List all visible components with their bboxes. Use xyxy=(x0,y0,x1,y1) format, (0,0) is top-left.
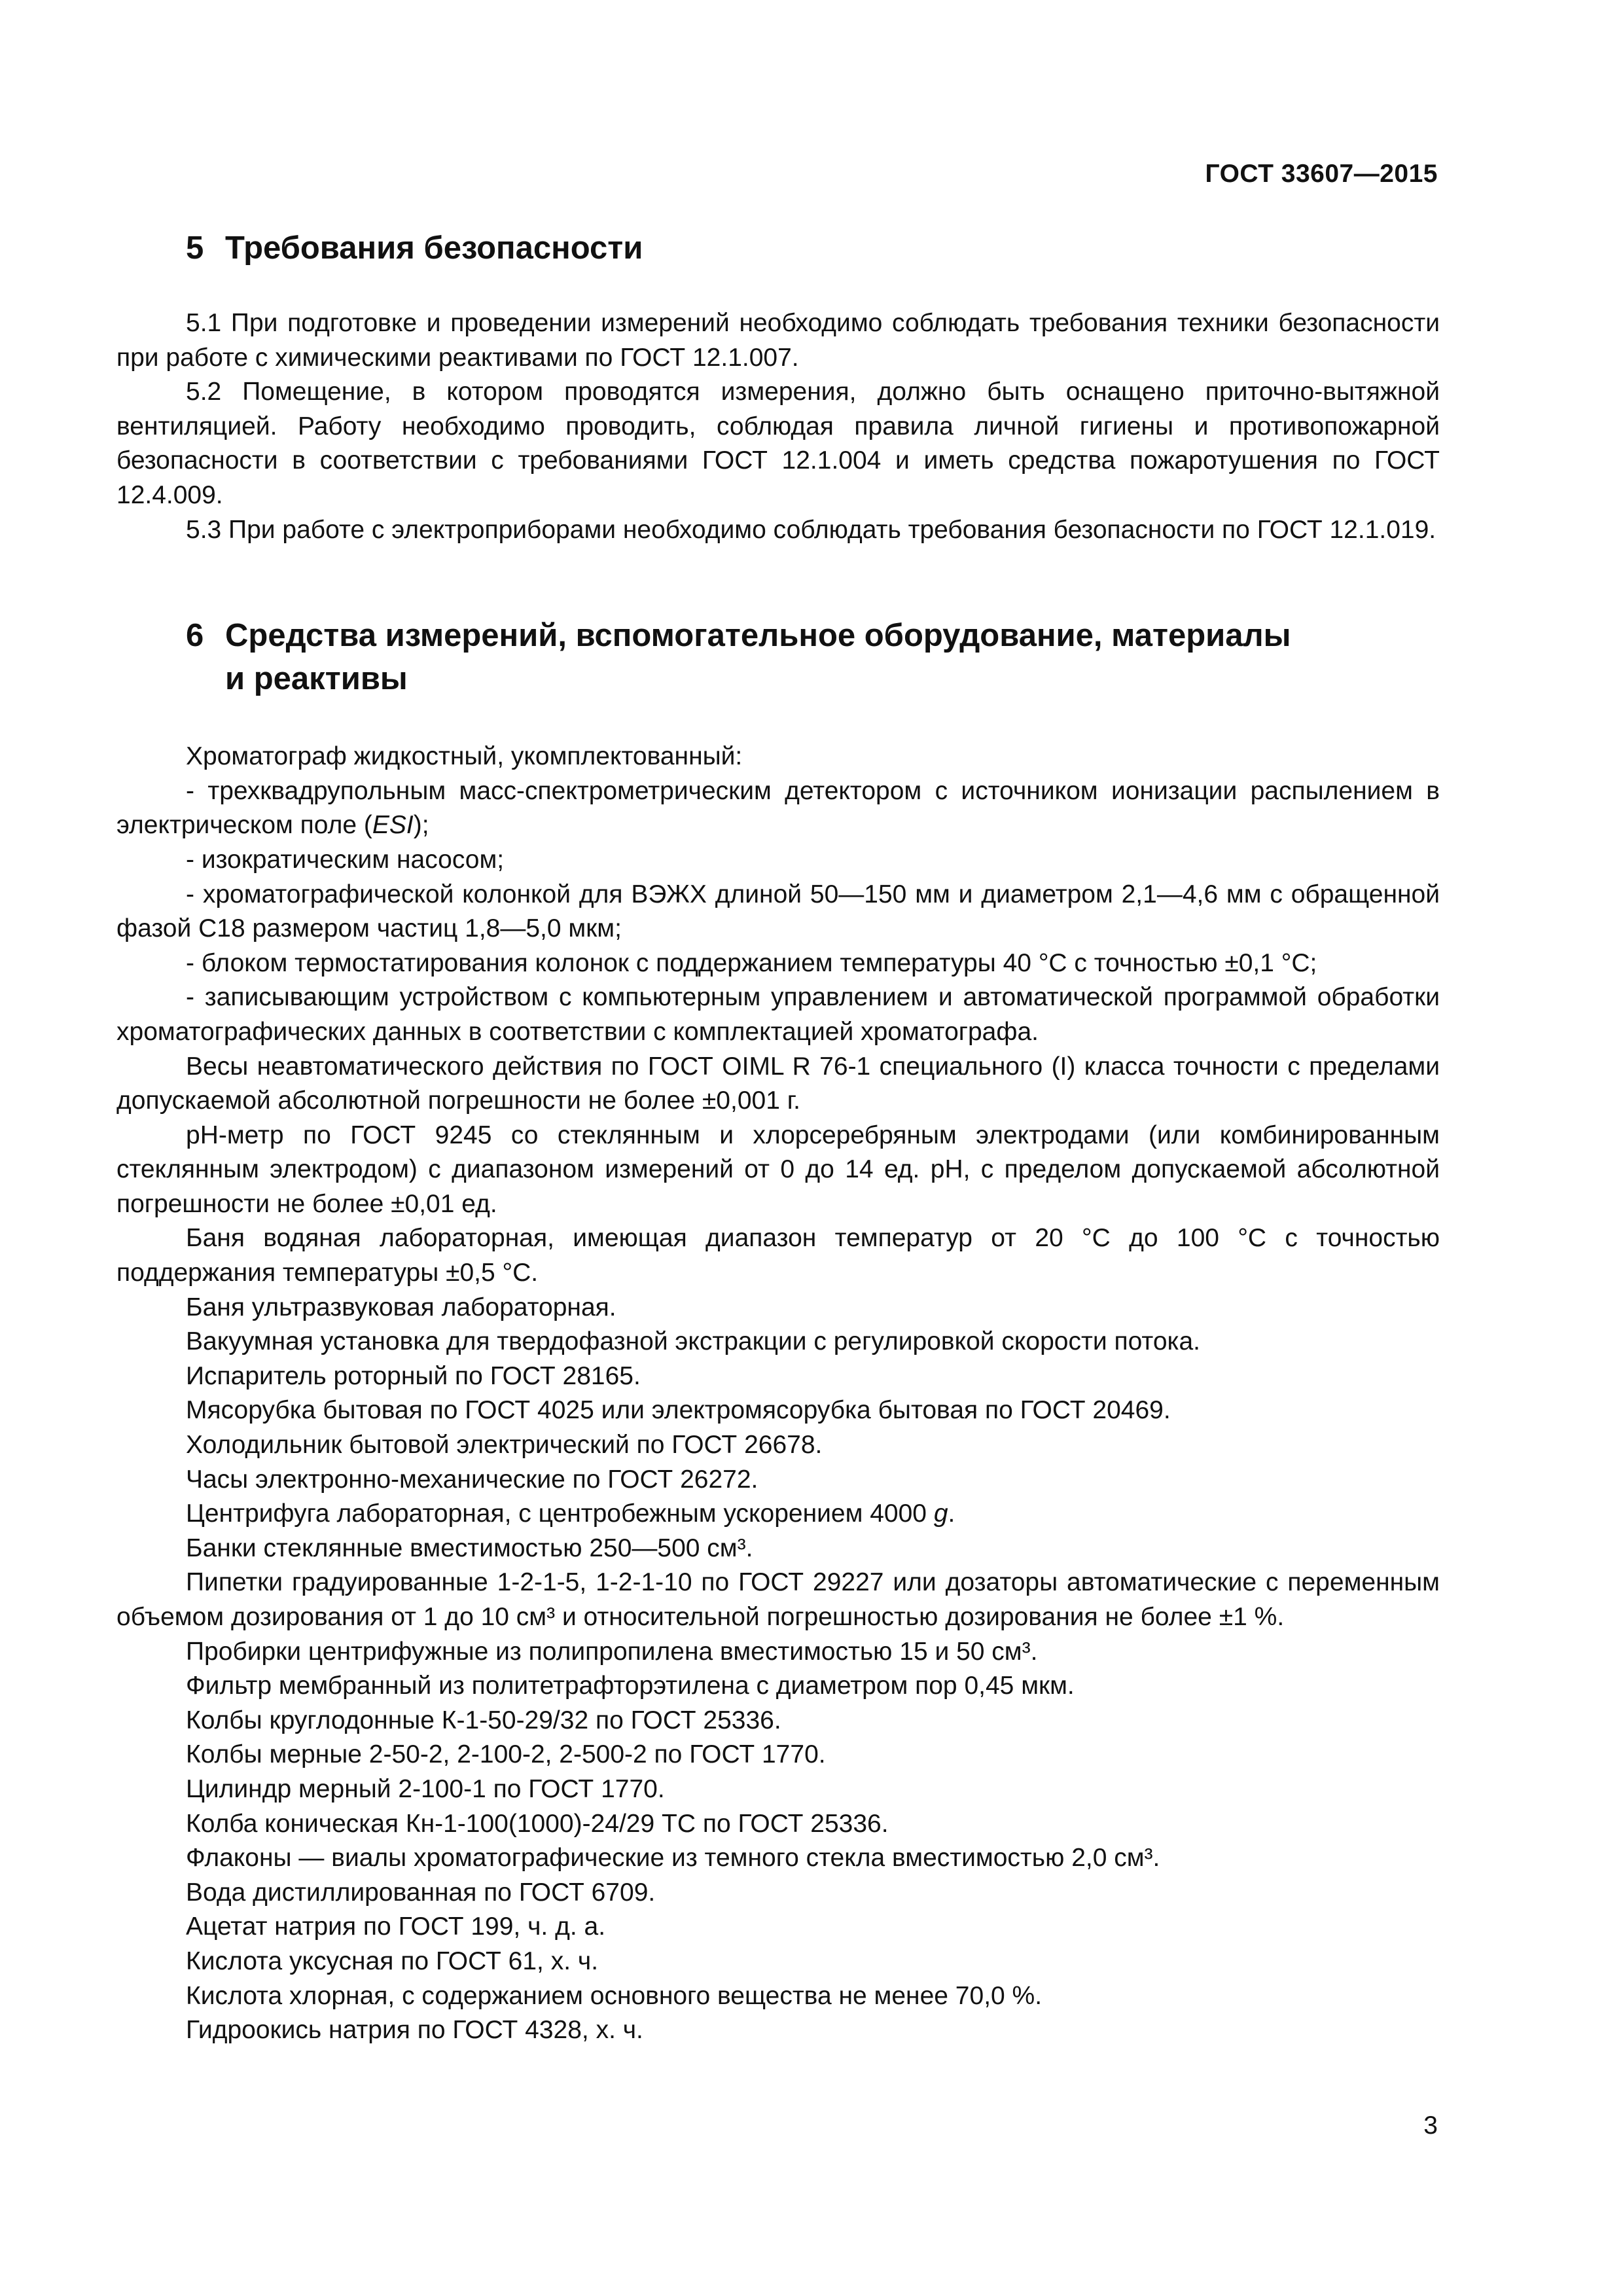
equipment-item: Фильтр мембранный из политетрафторэтилена с диаметром пор 0,45 мкм. xyxy=(186,1672,1075,1700)
section-6-heading xyxy=(116,614,1440,700)
equipment-item: Колбы круглодонные К-1-50-29/32 по ГОСТ 25336. xyxy=(186,1706,781,1734)
equipment-item: Центрифуга лабораторная, с центробежным ускорением 4000 g. xyxy=(186,1499,955,1528)
equipment-item: Кислота хлорная, с содержанием основного вещества не менее 70,0 %. xyxy=(186,1981,1043,2010)
equipment-item: Колбы мерные 2-50-2, 2-100-2, 2-500-2 по ГОСТ 1770. xyxy=(186,1740,826,1769)
section-5 xyxy=(116,226,1440,547)
equipment-item: - блоком термостатирования колонок с поддержанием температуры 40 °С с точностью ±0,1 °С; xyxy=(186,948,1317,977)
section-6-number: 6 xyxy=(186,618,204,654)
section-6-body xyxy=(116,740,1440,2048)
equipment-item: Испаритель роторный по ГОСТ 28165. xyxy=(186,1361,641,1390)
section-5-number: 5 xyxy=(186,230,204,266)
equipment-item: Пипетки градуированные 1-2-1-5, 1-2-1-10 по ГОСТ 29227 или дозаторы автоматические с переменным объемом дозирования от 1 до 10 см³ и относительной погрешностью дозирования не более ±1 %. xyxy=(116,1568,1440,1631)
equipment-item: - записывающим устройством с компьютерным управлением и автоматической программой обработки хроматографических данных в соответствии с комплектацией хроматографа. xyxy=(116,983,1440,1046)
equipment-item: Часы электронно-механические по ГОСТ 26272. xyxy=(186,1465,758,1494)
equipment-item: Вода дистиллированная по ГОСТ 6709. xyxy=(186,1878,656,1907)
equipment-item: Колба коническая Кн-1-100(1000)-24/29 ТС по ГОСТ 25336. xyxy=(186,1809,889,1838)
equipment-item: Баня водяная лабораторная, имеющая диапазон температур от 20 °С до 100 °С с точностью поддержания температуры ±0,5 °С. xyxy=(116,1224,1440,1287)
paragraph-5-3: 5.3 При работе с электроприборами необходимо соблюдать требования безопасности по ГОСТ 12.1.019. xyxy=(186,515,1436,544)
page-number: 3 xyxy=(1423,2111,1438,2140)
equipment-item: pH-метр по ГОСТ 9245 со стеклянным и хлорсеребряным электродами (или комбинированным стеклянным электродом) с диапазоном измерений от 0 до 14 ед. pH, с пределом допускаемой абсолютной погрешности не более ±0,01 ед. xyxy=(116,1121,1440,1218)
equipment-item: Гидроокись натрия по ГОСТ 4328, х. ч. xyxy=(186,2016,643,2045)
page-content xyxy=(116,226,1440,2048)
equipment-item: Пробирки центрифужные из полипропилена вместимостью 15 и 50 см³. xyxy=(186,1637,1038,1666)
section-5-title: Требования безопасности xyxy=(225,230,643,266)
equipment-item: Хроматограф жидкостный, укомплектованный: xyxy=(186,742,743,771)
equipment-item: Весы неавтоматического действия по ГОСТ OIML R 76-1 специального (I) класса точности с пределами допускаемой абсолютной погрешности не более ±0,001 г. xyxy=(116,1052,1440,1115)
section-6-title-line2: и реактивы xyxy=(225,661,408,697)
equipment-item: Цилиндр мерный 2-100-1 по ГОСТ 1770. xyxy=(186,1774,665,1803)
equipment-item: Мясорубка бытовая по ГОСТ 4025 или электромясорубка бытовая по ГОСТ 20469. xyxy=(186,1396,1171,1425)
section-5-body xyxy=(116,306,1440,547)
equipment-item: Банки стеклянные вместимостью 250—500 см³. xyxy=(186,1534,753,1562)
section-5-heading xyxy=(116,226,1440,270)
document-id-header: ГОСТ 33607—2015 xyxy=(1205,160,1438,188)
equipment-item: - хроматографической колонкой для ВЭЖХ длиной 50—150 мм и диаметром 2,1—4,6 мм с обращенной фазой С18 размером частиц 1,8—5,0 мкм; xyxy=(116,880,1440,943)
paragraph-5-2: 5.2 Помещение, в котором проводятся измерения, должно быть оснащено приточно-вытяжной вентиляцией. Работу необходимо проводить, соблюдая правила личной гигиены и противопожарной безопасности в соответствии с требованиями ГОСТ 12.1.004 и иметь средства пожаротушения по ГОСТ 12.4.009. xyxy=(116,378,1440,509)
section-6-title-line1: Средства измерений, вспомогательное оборудование, материалы xyxy=(225,618,1291,654)
equipment-item: - изократическим насосом; xyxy=(186,845,505,874)
section-6 xyxy=(116,614,1440,2048)
equipment-item: Кислота уксусная по ГОСТ 61, х. ч. xyxy=(186,1946,599,1975)
equipment-item: Баня ультразвуковая лабораторная. xyxy=(186,1293,616,1321)
equipment-item: Холодильник бытовой электрический по ГОСТ 26678. xyxy=(186,1431,823,1460)
paragraph-5-1: 5.1 При подготовке и проведении измерений необходимо соблюдать требования техники безопасности при работе с химическими реактивами по ГОСТ 12.1.007. xyxy=(116,309,1440,372)
equipment-item: Вакуумная установка для твердофазной экстракции с регулировкой скорости потока. xyxy=(186,1327,1200,1356)
equipment-item: - трехквадрупольным масс-спектрометрическим детектором с источником ионизации распылением в электрическом поле (ESI); xyxy=(116,776,1440,840)
equipment-item: Ацетат натрия по ГОСТ 199, ч. д. а. xyxy=(186,1912,606,1941)
equipment-item: Флаконы — виалы хроматографические из темного стекла вместимостью 2,0 см³. xyxy=(186,1844,1160,1873)
